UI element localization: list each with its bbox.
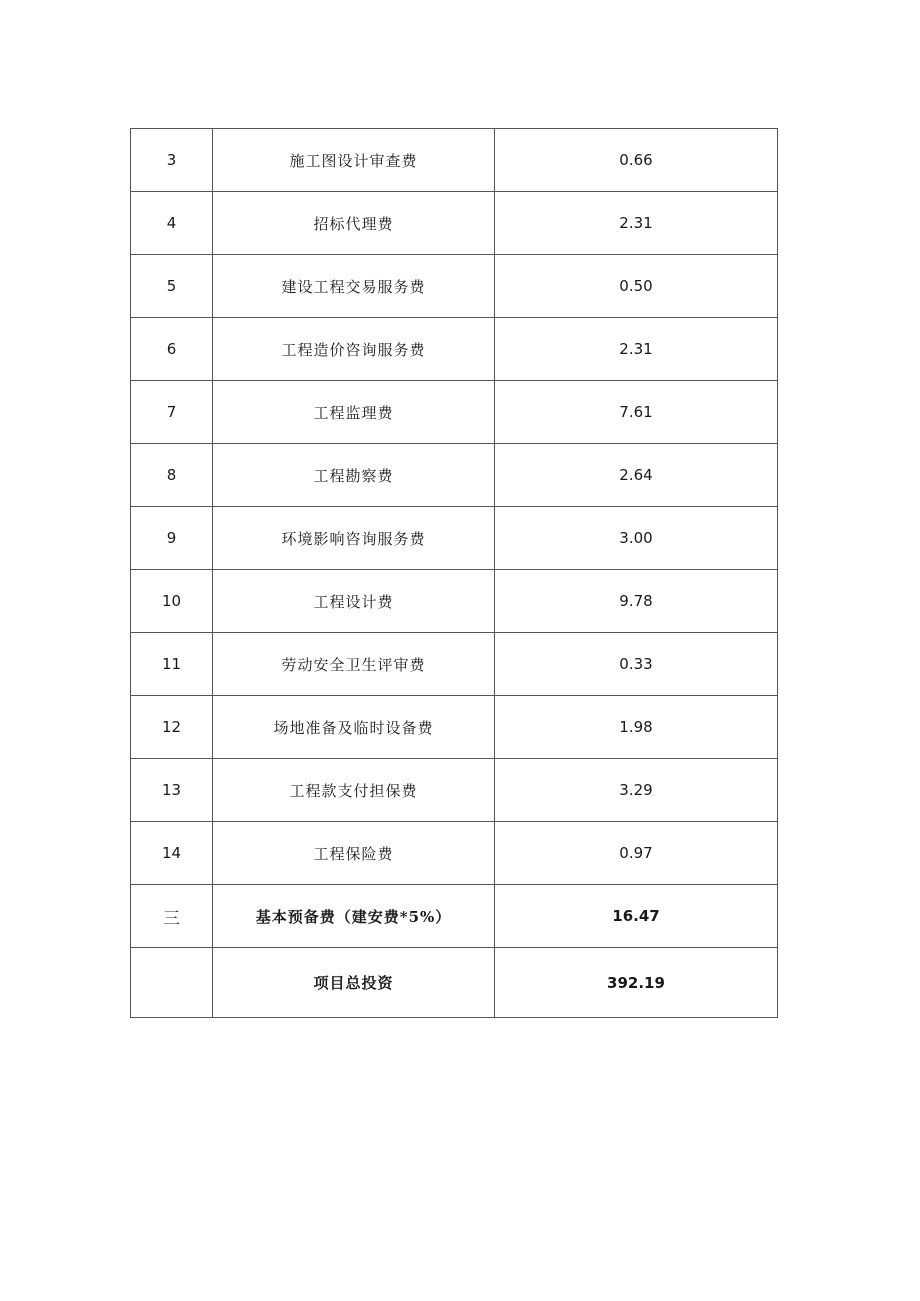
reserve-fee-row [131, 885, 778, 948]
cost-amount: 9.78 [495, 570, 778, 633]
row-number: 12 [131, 696, 213, 759]
table-row [131, 255, 778, 318]
cost-item-name: 招标代理费 [213, 192, 495, 255]
cost-item-name: 工程设计费 [213, 570, 495, 633]
cost-item-name: 环境影响咨询服务费 [213, 507, 495, 570]
table-row [131, 633, 778, 696]
cost-amount: 0.33 [495, 633, 778, 696]
section-number: 三 [131, 885, 213, 948]
cost-amount: 0.66 [495, 129, 778, 192]
cost-amount: 3.00 [495, 507, 778, 570]
cost-amount: 0.50 [495, 255, 778, 318]
total-investment-label: 项目总投资 [213, 948, 495, 1018]
row-number: 8 [131, 444, 213, 507]
cost-item-name: 工程造价咨询服务费 [213, 318, 495, 381]
cost-item-name: 工程勘察费 [213, 444, 495, 507]
cost-amount: 2.64 [495, 444, 778, 507]
cost-item-name: 工程款支付担保费 [213, 759, 495, 822]
table-row [131, 507, 778, 570]
cost-amount: 7.61 [495, 381, 778, 444]
table-row [131, 696, 778, 759]
row-number: 11 [131, 633, 213, 696]
total-investment-row [131, 948, 778, 1018]
cost-amount: 2.31 [495, 318, 778, 381]
cost-amount: 2.31 [495, 192, 778, 255]
row-number: 14 [131, 822, 213, 885]
reserve-fee-label: 基本预备费（建安费*5%） [213, 885, 495, 948]
row-number: 3 [131, 129, 213, 192]
cost-amount: 0.97 [495, 822, 778, 885]
cost-item-name: 劳动安全卫生评审费 [213, 633, 495, 696]
table-row [131, 318, 778, 381]
cost-item-name: 场地准备及临时设备费 [213, 696, 495, 759]
row-number: 5 [131, 255, 213, 318]
table-row [131, 192, 778, 255]
cost-amount: 1.98 [495, 696, 778, 759]
reserve-fee-amount: 16.47 [495, 885, 778, 948]
cost-item-name: 施工图设计审查费 [213, 129, 495, 192]
cost-item-name: 工程保险费 [213, 822, 495, 885]
row-number: 9 [131, 507, 213, 570]
investment-cost-table [130, 128, 778, 1018]
row-number: 7 [131, 381, 213, 444]
table-row [131, 129, 778, 192]
total-investment-amount: 392.19 [495, 948, 778, 1018]
cost-item-name: 工程监理费 [213, 381, 495, 444]
row-number: 4 [131, 192, 213, 255]
table-row [131, 381, 778, 444]
cost-amount: 3.29 [495, 759, 778, 822]
table-row [131, 822, 778, 885]
row-number: 10 [131, 570, 213, 633]
table-row [131, 444, 778, 507]
cost-item-name: 建设工程交易服务费 [213, 255, 495, 318]
row-number: 13 [131, 759, 213, 822]
total-row-number [131, 948, 213, 1018]
table-row [131, 570, 778, 633]
table-row [131, 759, 778, 822]
row-number: 6 [131, 318, 213, 381]
